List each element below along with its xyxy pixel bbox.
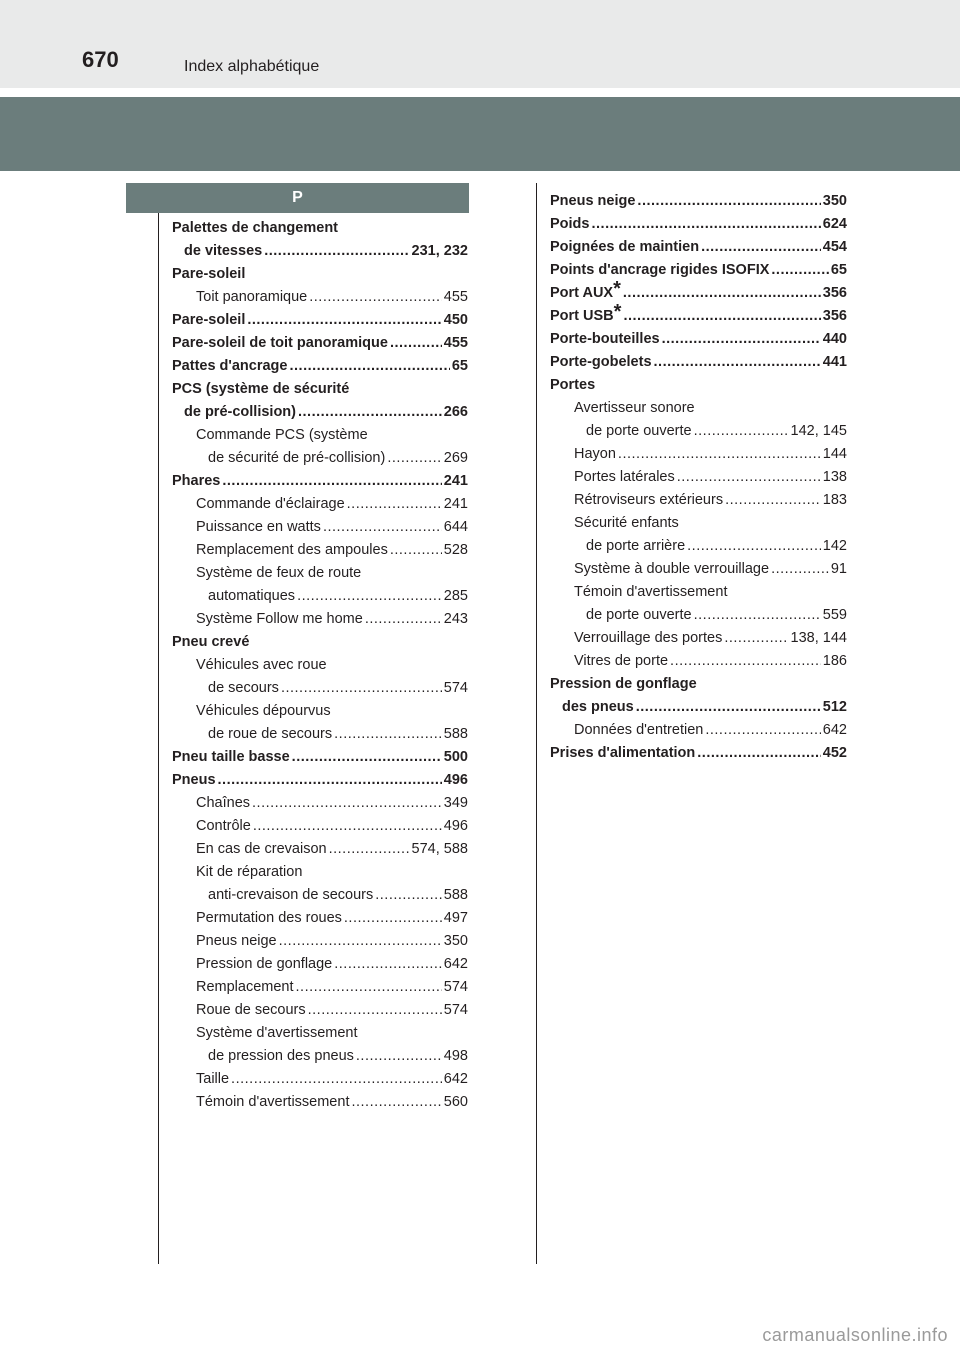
index-entry: Porte-gobelets ..... 441 xyxy=(550,353,847,371)
page-title: Index alphabétique xyxy=(184,58,320,75)
index-entry: des pneus ..... 512 xyxy=(562,698,847,716)
index-heading: Palettes de changement xyxy=(172,220,338,236)
index-subentry: de porte ouverte ..... 559 xyxy=(586,606,847,624)
header-band xyxy=(0,97,960,171)
page-header-bar xyxy=(0,0,960,88)
index-entry: Prises d'alimentation ..... 452 xyxy=(550,744,847,762)
index-heading: PCS (système de sécurité xyxy=(172,381,350,397)
column-divider-right xyxy=(536,183,537,1264)
index-heading: Pare-soleil xyxy=(172,266,246,282)
index-subentry: de porte arrière ..... 142 xyxy=(586,537,847,555)
index-entry: Port AUX* ..... 356 xyxy=(550,284,847,302)
index-subentry: Système à double verrouillage ..... 91 xyxy=(574,560,847,578)
index-subentry: Système Follow me home ..... 243 xyxy=(196,610,468,628)
index-subheading: Système d'avertissement xyxy=(196,1025,358,1041)
index-entry: Porte-bouteilles ..... 440 xyxy=(550,330,847,348)
index-subheading: Sécurité enfants xyxy=(574,515,679,531)
index-subentry: Contrôle ..... 496 xyxy=(196,817,468,835)
index-subheading: Avertisseur sonore xyxy=(574,400,695,416)
index-heading: Pression de gonflage xyxy=(550,676,697,692)
index-subentry: Commande d'éclairage ..... 241 xyxy=(196,495,468,513)
index-subentry: Hayon ..... 144 xyxy=(574,445,847,463)
index-entry: Poids ..... 624 xyxy=(550,215,847,233)
index-entry: Pneus neige ..... 350 xyxy=(550,192,847,210)
watermark-text: carmanualsonline.info xyxy=(762,1325,948,1345)
index-entry: Pattes d'ancrage ..... 65 xyxy=(172,357,468,375)
index-subheading: Commande PCS (système xyxy=(196,427,368,443)
index-subentry: de roue de secours ..... 588 xyxy=(208,725,468,743)
index-subentry: Verrouillage des portes ..... 138, 144 xyxy=(574,629,847,647)
index-subheading: Kit de réparation xyxy=(196,864,303,880)
index-subentry: Chaînes ..... 349 xyxy=(196,794,468,812)
index-heading: Portes xyxy=(550,377,596,393)
index-subentry: Taille ..... 642 xyxy=(196,1070,468,1088)
index-entry: Port USB* ..... 356 xyxy=(550,307,847,325)
index-subentry: de porte ouverte ..... 142, 145 xyxy=(586,422,847,440)
index-subentry: Témoin d'avertissement ..... 560 xyxy=(196,1093,468,1111)
index-subentry: Roue de secours ..... 574 xyxy=(196,1001,468,1019)
index-entry: Pare-soleil ..... 450 xyxy=(172,311,468,329)
index-subentry: Données d'entretien ..... 642 xyxy=(574,721,847,739)
section-letter-bar xyxy=(126,183,469,213)
index-entry: Points d'ancrage rigides ISOFIX ..... 65 xyxy=(550,261,847,279)
index-subentry: Remplacement ..... 574 xyxy=(196,978,468,996)
index-subentry: Pression de gonflage ..... 642 xyxy=(196,955,468,973)
section-letter: P xyxy=(292,189,303,206)
index-entry: Poignées de maintien ..... 454 xyxy=(550,238,847,256)
index-subentry: Toit panoramique ..... 455 xyxy=(196,288,468,306)
index-heading: Pneu crevé xyxy=(172,634,250,650)
index-subheading: Véhicules avec roue xyxy=(196,657,327,673)
index-subentry: Remplacement des ampoules ..... 528 xyxy=(196,541,468,559)
index-subentry: Permutation des roues ..... 497 xyxy=(196,909,468,927)
index-subentry: de secours ..... 574 xyxy=(208,679,468,697)
index-entry: de vitesses ..... 231, 232 xyxy=(184,242,468,260)
index-subentry: de pression des pneus ..... 498 xyxy=(208,1047,468,1065)
index-subheading: Système de feux de route xyxy=(196,565,362,581)
index-subentry: En cas de crevaison ..... 574, 588 xyxy=(196,840,468,858)
index-subentry: Pneus neige ..... 350 xyxy=(196,932,468,950)
index-subentry: Portes latérales ..... 138 xyxy=(574,468,847,486)
index-subentry: Puissance en watts ..... 644 xyxy=(196,518,468,536)
index-subentry: automatiques ..... 285 xyxy=(208,587,468,605)
index-entry: Pneus ..... 496 xyxy=(172,771,468,789)
index-subentry: anti-crevaison de secours ..... 588 xyxy=(208,886,468,904)
index-subheading: Témoin d'avertissement xyxy=(574,584,728,600)
index-entry: Phares ..... 241 xyxy=(172,472,468,490)
index-entry: de pré-collision) ..... 266 xyxy=(184,403,468,421)
page-number: 670 xyxy=(82,47,119,72)
index-entry: Pneu taille basse ..... 500 xyxy=(172,748,468,766)
index-entry: Pare-soleil de toit panoramique ..... 455 xyxy=(172,334,468,352)
index-subentry: Rétroviseurs extérieurs ..... 183 xyxy=(574,491,847,509)
index-subheading: Véhicules dépourvus xyxy=(196,703,331,719)
column-divider-left xyxy=(158,213,159,1264)
index-subentry: de sécurité de pré-collision) ..... 269 xyxy=(208,449,468,467)
index-subentry: Vitres de porte ..... 186 xyxy=(574,652,847,670)
